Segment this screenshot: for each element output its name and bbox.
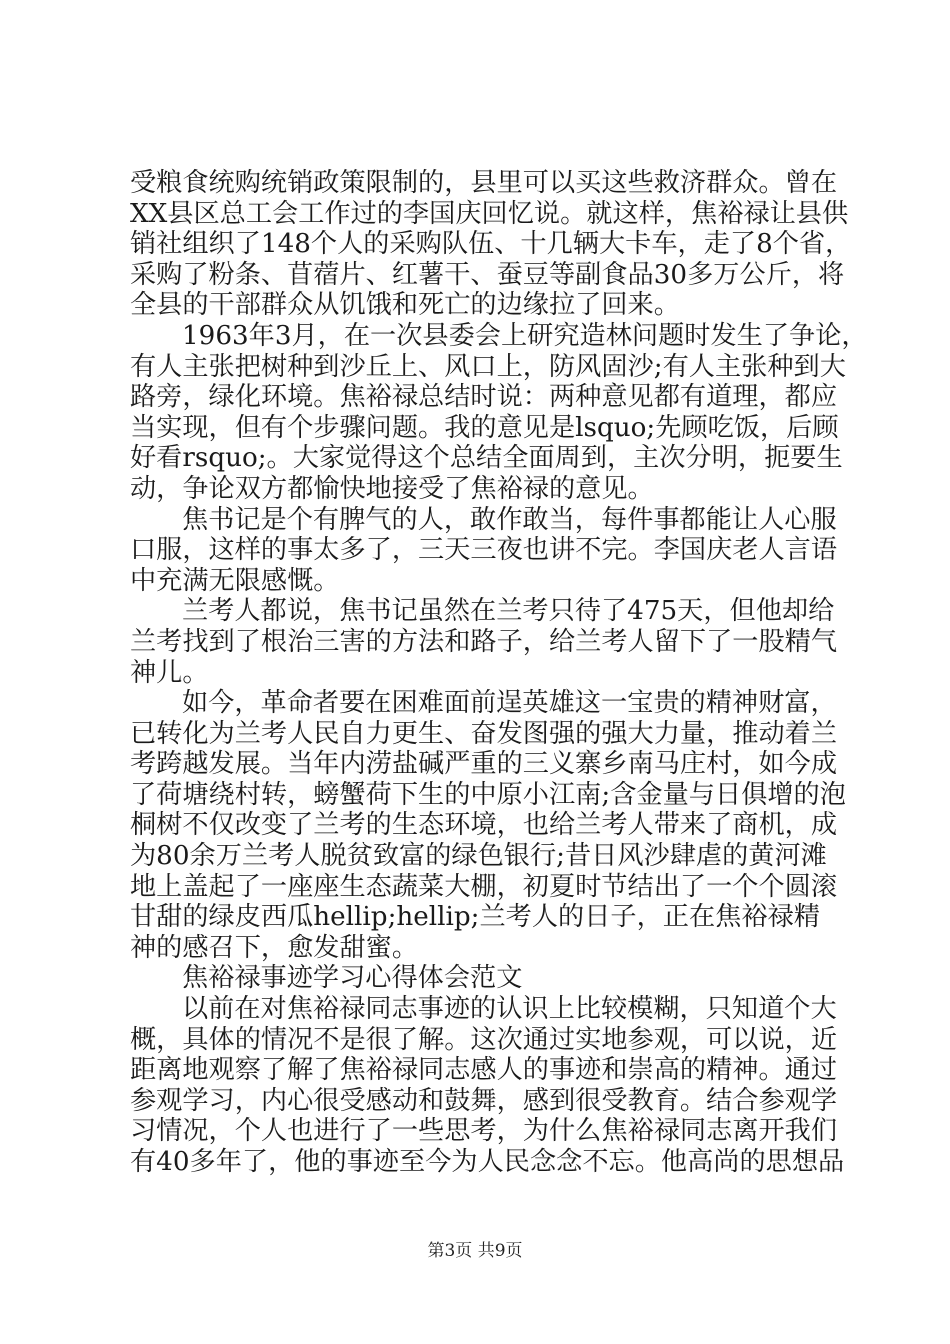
text-line: 已转化为兰考人民自力更生、奋发图强的强大力量，推动着兰: [130, 718, 838, 749]
text-line: 焦裕禄事迹学习心得体会范文: [182, 963, 523, 994]
paragraph: [130, 688, 846, 963]
text-line: 兰考人都说，焦书记虽然在兰考只待了475天，但他却给: [182, 596, 835, 627]
text-line: 如今，革命者要在困难面前逞英雄这一宝贵的精神财富，: [182, 688, 837, 719]
text-line: 神的感召下，愈发甜蜜。: [130, 932, 419, 963]
text-line: 参观学习，内心很受感动和鼓舞，感到很受教育。结合参观学: [130, 1085, 838, 1116]
text-line: 中充满无限感慨。: [130, 565, 340, 596]
text-line: 习情况，个人也进行了一些思考，为什么焦裕禄同志离开我们: [130, 1116, 838, 1147]
text-line: 甘甜的绿皮西瓜hellip;hellip;兰考人的日子，正在焦裕禄精: [130, 902, 820, 933]
paragraph: [130, 994, 845, 1178]
text-line: 好看rsquo;。大家觉得这个总结全面周到，主次分明，扼要生: [130, 443, 843, 474]
text-line: 动，争论双方都愉快地接受了焦裕禄的意见。: [130, 473, 654, 504]
text-line: 神儿。: [130, 657, 209, 688]
text-line: 兰考找到了根治三害的方法和路子，给兰考人留下了一股精气: [130, 626, 838, 657]
text-line: XX县区总工会工作过的李国庆回忆说。就这样，焦裕禄让县供: [130, 198, 849, 229]
page-footer: [0, 1241, 950, 1261]
text-line: 有人主张把树种到沙丘上、风口上，防风固沙;有人主张种到大: [130, 351, 846, 382]
text-line: 为80余万兰考人脱贫致富的绿色银行;昔日风沙肆虐的黄河滩: [130, 841, 827, 872]
text-line: 焦书记是个有脾气的人，敢作敢当，每件事都能让人心服: [182, 504, 837, 535]
text-line: 概，具体的情况不是很了解。这次通过实地参观，可以说，近: [130, 1024, 838, 1055]
document-body: [130, 168, 868, 1178]
paragraph: [130, 320, 868, 505]
paragraph: [130, 168, 852, 321]
page-number: 第3页 共9页: [427, 1241, 523, 1261]
text-line: 口服，这样的事太多了，三天三夜也讲不完。李国庆老人言语: [130, 535, 838, 566]
text-line: 1963年3月，在一次县委会上研究造林问题时发生了争论，: [182, 320, 868, 351]
text-line: 采购了粉条、苜蓿片、红薯干、蚕豆等副食品30多万公斤，将: [130, 259, 845, 290]
text-line: 受粮食统购统销政策限制的，县里可以买这些救济群众。曾在: [130, 168, 838, 198]
paragraph: [130, 504, 838, 597]
text-line: 路旁，绿化环境。焦裕禄总结时说：两种意见都有道理，都应: [130, 382, 838, 413]
paragraph: [130, 596, 838, 688]
text-line: 当实现，但有个步骤问题。我的意见是lsquo;先顾吃饭，后顾: [130, 412, 839, 443]
text-line: 了荷塘绕村转，螃蟹荷下生的中原小江南;含金量与日俱增的泡: [130, 779, 846, 810]
paragraph: [130, 963, 830, 994]
text-line: 考跨越发展。当年内涝盐碱严重的三义寨乡南马庄村，如今成: [130, 749, 838, 780]
text-line: 全县的干部群众从饥饿和死亡的边缘拉了回来。: [130, 290, 680, 321]
text-line: 有40多年了，他的事迹至今为人民念念不忘。他高尚的思想品: [130, 1147, 845, 1177]
text-line: 以前在对焦裕禄同志事迹的认识上比较模糊，只知道个大: [182, 994, 837, 1025]
text-line: 距离地观察了解了焦裕禄同志感人的事迹和崇高的精神。通过: [130, 1055, 838, 1086]
text-line: 桐树不仅改变了兰考的生态环境，也给兰考人带来了商机，成: [130, 810, 838, 841]
text-line: 销社组织了148个人的采购队伍、十几辆大卡车，走了8个省，: [130, 229, 852, 260]
text-line: 地上盖起了一座座生态蔬菜大棚，初夏时节结出了一个个圆滚: [130, 871, 838, 902]
